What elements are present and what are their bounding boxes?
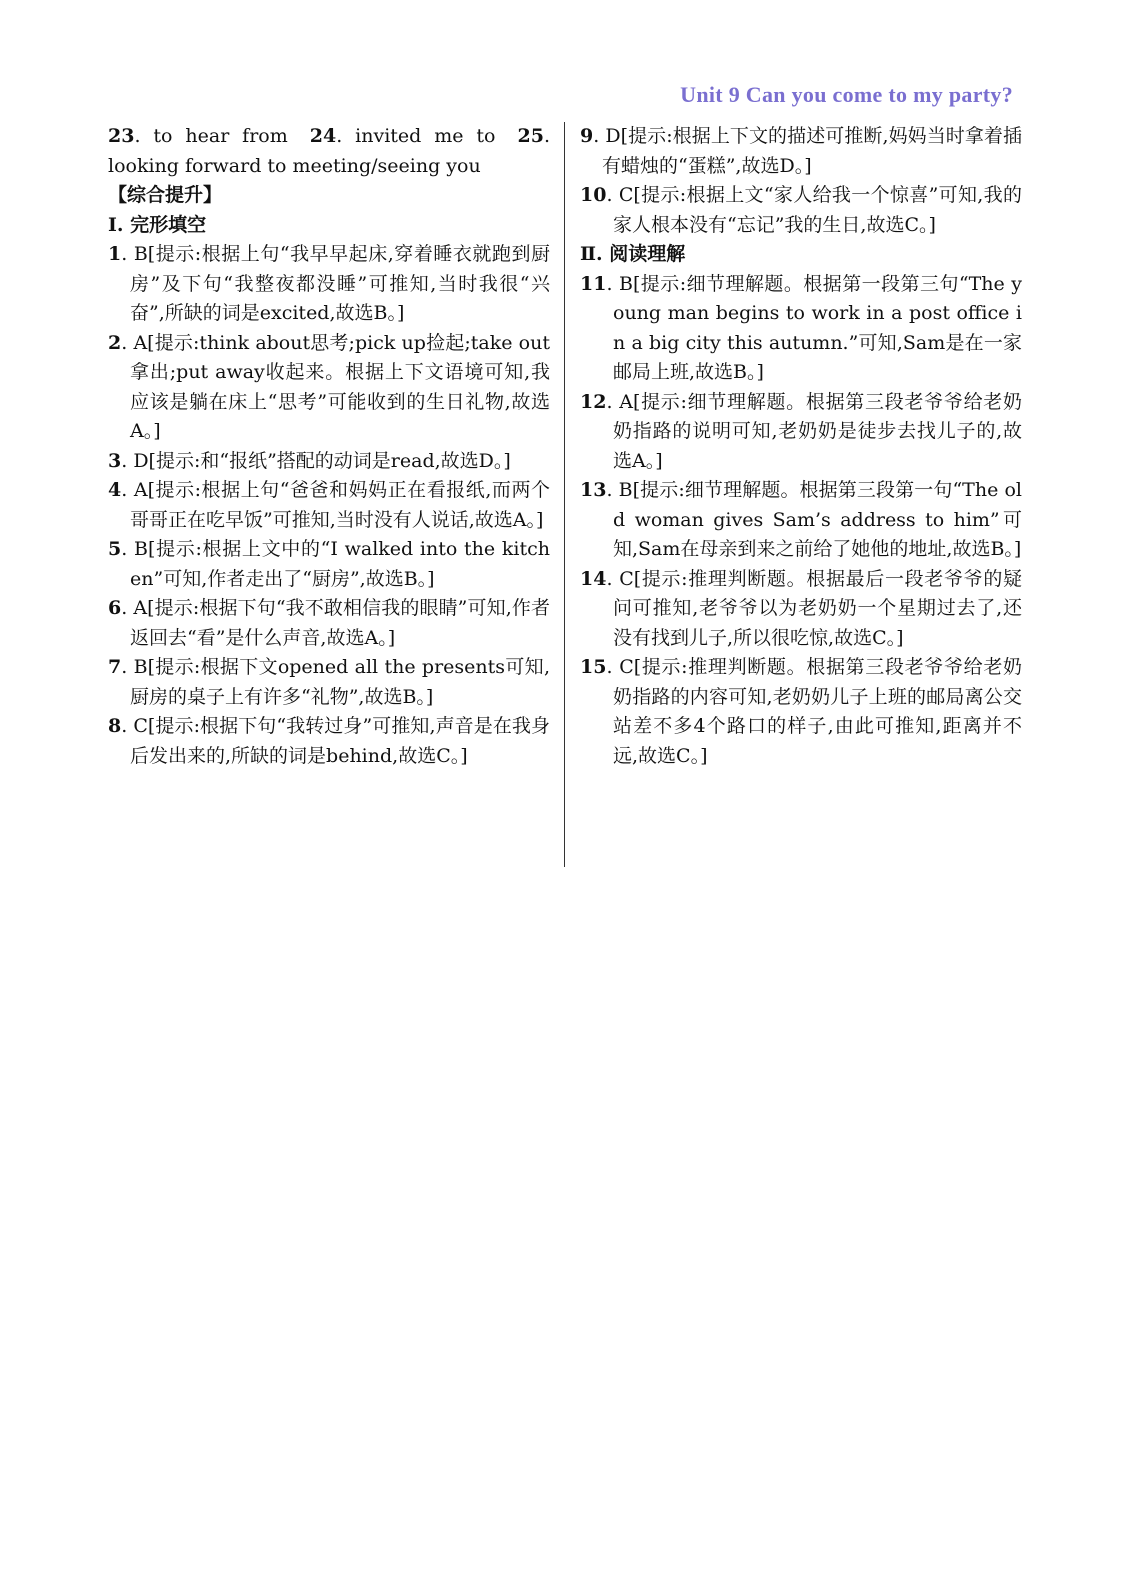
section-heading-main: 【综合提升】 xyxy=(108,184,223,206)
answer-number: 3 xyxy=(108,449,122,472)
answer-text: . D[提示:根据上下文的描述可推断,妈妈当时拿着插有蜡烛的“蛋糕”,故选D。] xyxy=(593,125,1022,177)
answer-number-25: 25 xyxy=(517,125,544,147)
answer-number: 5 xyxy=(108,538,122,560)
answer-text: . A[提示:根据下句“我不敢相信我的眼睛”可知,作者返回去“看”是什么声音,故选A。] xyxy=(121,597,550,649)
answer-item xyxy=(580,388,1022,477)
answer-number-23: 23 xyxy=(108,125,135,147)
left-column xyxy=(108,122,550,771)
top-answers xyxy=(108,122,550,181)
answer-item xyxy=(580,270,1022,388)
answer-text: . A[提示:think about思考;pick up捡起;take out拿出;put away收起来。根据上下文语境可知,我应该是躺在床上“思考”可能收到的生日礼物,故选A。] xyxy=(121,331,550,442)
answer-number: 8 xyxy=(108,715,122,737)
answer-text: . B[提示:根据上文中的“I walked into the kitchen”可知,作者走出了“厨房”,故选B。] xyxy=(121,538,550,590)
section-heading-cloze: Ⅰ. 完形填空 xyxy=(108,213,207,236)
answer-number: 12 xyxy=(580,390,607,413)
answer-number: 1 xyxy=(108,243,122,265)
answer-text: . A[提示:细节理解题。根据第三段老爷爷给老奶奶指路的说明可知,老奶奶是徒步去找儿子的,故选A。] xyxy=(606,390,1022,472)
answer-text: . B[提示:根据上句“我早早起床,穿着睡衣就跑到厨房”及下句“我整夜都没睡”可推知,当时我很“兴奋”,所缺的词是excited,故选B。] xyxy=(121,243,550,324)
answer-text: . C[提示:推理判断题。根据最后一段老爷爷的疑问可推知,老爷爷以为老奶奶一个星期过去了,还没有找到儿子,所以很吃惊,故选C。] xyxy=(606,567,1022,649)
answer-text: . C[提示:根据下句“我转过身”可推知,声音是在我身后发出来的,所缺的词是behind,故选C。] xyxy=(121,715,550,767)
answer-number: 7 xyxy=(108,656,122,678)
answer-item xyxy=(108,653,550,712)
answer-text: . D[提示:和“报纸”搭配的动词是read,故选D。] xyxy=(121,449,511,472)
answer-number-24: 24 xyxy=(309,125,337,147)
answer-item xyxy=(580,122,1022,181)
answer-text-24: . invited me to xyxy=(336,125,496,147)
answer-item xyxy=(108,535,550,594)
answer-number: 2 xyxy=(108,331,122,354)
answer-number: 14 xyxy=(580,567,607,590)
answer-text: . B[提示:根据下文opened all the presents可知,厨房的桌子上有许多“礼物”,故选B。] xyxy=(121,656,550,708)
answer-text: . B[提示:细节理解题。根据第一段第三句“The young man begins to work in a post office in a big city this autumn.”可知,Sam是在一家邮局上班,故选B。] xyxy=(606,272,1022,383)
answer-item xyxy=(108,329,550,447)
answer-text: . B[提示:细节理解题。根据第三段第一句“The old woman gives Sam’s address to him”可知,Sam在母亲到来之前给了她他的地址,故选B。] xyxy=(606,479,1022,560)
answer-item xyxy=(580,653,1022,771)
answer-item xyxy=(580,476,1022,565)
answer-number: 15 xyxy=(580,656,607,678)
answer-text-25: . looking forward to meeting/seeing you xyxy=(108,125,550,177)
right-column xyxy=(580,122,1022,771)
answer-item xyxy=(580,565,1022,654)
answer-text: . A[提示:根据上句“爸爸和妈妈正在看报纸,而两个哥哥正在吃早饭”可推知,当时没有人说话,故选A。] xyxy=(121,479,550,531)
section-heading-reading: Ⅱ. 阅读理解 xyxy=(580,243,686,265)
answer-item xyxy=(108,712,550,771)
answer-item xyxy=(580,181,1022,240)
answer-number: 9 xyxy=(580,125,594,147)
answer-number: 13 xyxy=(580,479,607,501)
unit-title-header: Unit 9 Can you come to my party? xyxy=(680,82,1013,107)
answer-number: 4 xyxy=(108,479,122,501)
answer-item xyxy=(108,476,550,535)
answer-number: 10 xyxy=(580,184,607,206)
answer-item xyxy=(108,447,550,477)
answer-text: . C[提示:推理判断题。根据第三段老爷爷给老奶奶指路的内容可知,老奶奶儿子上班的邮局离公交站差不多4个路口的样子,由此可推知,距离并不远,故选C。] xyxy=(606,656,1022,767)
answer-text-23: . to hear from xyxy=(134,125,288,147)
answer-number: 6 xyxy=(108,597,122,619)
column-divider xyxy=(564,122,565,867)
answer-item xyxy=(108,594,550,653)
answer-item xyxy=(108,240,550,329)
answer-text: . C[提示:根据上文“家人给我一个惊喜”可知,我的家人根本没有“忘记”我的生日,故选C。] xyxy=(606,184,1022,236)
answer-number: 11 xyxy=(580,272,607,295)
